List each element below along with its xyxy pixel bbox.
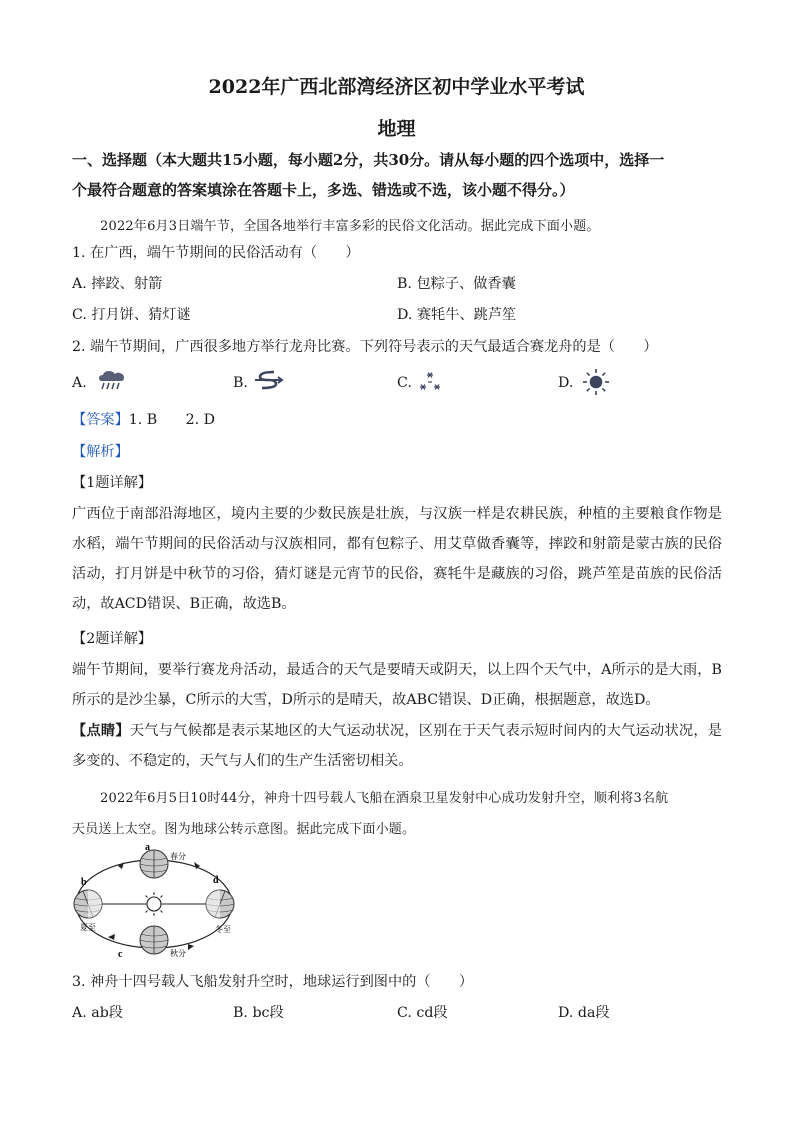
- answer-line: [72, 413, 215, 427]
- orbit-arrow-icon: [118, 862, 124, 869]
- q1-option-c: C. 打月饼、猜灯谜: [72, 307, 191, 323]
- detail1-label: 【1题详解】: [72, 475, 152, 491]
- q2-stem: 2. 端午节期间，广西很多地方举行龙舟比赛。下列符号表示的天气最适合赛龙舟的是（ ）: [72, 339, 658, 355]
- q3-option-d: D. da段: [558, 1005, 610, 1021]
- passage-1: 2022年6月3日端午节，全国各地举行丰富多彩的民俗文化活动。据此完成下面小题。: [100, 219, 600, 234]
- sunny-icon: [582, 368, 610, 400]
- q1-option-b: B. 包粽子、做香囊: [397, 276, 516, 292]
- q2-option-a: A.: [72, 375, 87, 391]
- winter-solstice-label: 冬至: [215, 925, 231, 934]
- section-header-line2: 个最符合题意的答案填涂在答题卡上，多选、错选或不选，该小题不得分。）: [72, 181, 575, 199]
- earth-globe-bottom: [140, 926, 168, 954]
- q1-stem: 1. 在广西，端午节期间的民俗活动有（ ）: [72, 245, 360, 261]
- spring-equinox-label: 春分: [170, 852, 186, 861]
- q3-option-b: B. bc段: [233, 1005, 284, 1021]
- sandstorm-icon: [254, 369, 284, 395]
- pointer-text: 天气与气候都是表示某地区的大气运动状况，区别在于天气表示短时间内的大气运动状况，是多变的、不稳定的，天气与人们的生产生活密切相关。: [72, 723, 722, 769]
- orbit-arrow-icon: [108, 934, 115, 940]
- q3-option-a: A. ab段: [72, 1005, 123, 1021]
- q3-stem: 3. 神舟十四号载人飞船发射升空时，地球运行到图中的（ ）: [72, 974, 474, 990]
- heavy-snow-icon: [418, 370, 442, 398]
- earth-globe-top: [140, 850, 168, 878]
- orbit-arrow-icon: [188, 944, 194, 950]
- point-a-label: a: [145, 842, 150, 853]
- summer-solstice-label: 夏至: [80, 923, 96, 932]
- detail2-label: 【2题详解】: [72, 631, 152, 647]
- passage-2-line1: 2022年6月5日10时44分，神舟十四号载人飞船在酒泉卫星发射中心成功发射升空，顺利将3名航: [100, 791, 669, 806]
- section-header-line1: 一、选择题（本大题共15小题，每小题2分，共30分。请从每小题的四个选项中，选择一: [72, 151, 665, 169]
- q2-option-d: D.: [558, 375, 574, 391]
- earth-globe-left: [74, 890, 102, 918]
- detail2-text: 端午节期间，要举行赛龙舟活动，最适合的天气是要晴天或阴天，以上四个天气中，A所示的是大雨，B所示的是沙尘暴，C所示的大雪，D所示的是晴天，故ABC错误、D正确，根据题意，故选D。: [72, 662, 722, 708]
- point-c-label: c: [118, 949, 123, 960]
- analysis-label: 【解析】: [72, 444, 129, 460]
- earth-globe-right: [206, 890, 234, 918]
- answer-label: 【答案】: [72, 412, 129, 428]
- answer-text: 1. B 2. D: [128, 412, 216, 428]
- autumn-equinox-label: 秋分: [170, 949, 186, 958]
- passage-2-line2: 天员送上太空。图为地球公转示意图。据此完成下面小题。: [72, 822, 416, 837]
- pointer-label: 【点睛】: [72, 723, 130, 739]
- q1-option-d: D. 赛牦牛、跳芦笙: [397, 307, 517, 323]
- point-b-label: b: [81, 877, 87, 888]
- q2-option-c: C.: [397, 375, 412, 391]
- heavy-rain-icon: [98, 369, 126, 395]
- point-d-label: d: [213, 875, 219, 886]
- pointer-block: [72, 716, 722, 776]
- q1-option-a: A. 摔跤、射箭: [72, 276, 163, 292]
- detail1-text: 广西位于南部沿海地区，境内主要的少数民族是壮族，与汉族一样是农耕民族，种植的主要粮食作物是水稻，端午节期间的民俗活动与汉族相同，都有包粽子、用艾草做香囊等，摔跤和射箭是蒙古族的民俗活动，打月饼是中秋节的习俗，猜灯谜是元宵节的民俗，赛牦牛是藏族的习俗，跳芦笙是苗族的民俗活动，故ACD错误、B正确，故选B。: [72, 506, 722, 612]
- subject-title: 地理: [377, 118, 416, 140]
- exam-title: 2022年广西北部湾经济区初中学业水平考试: [208, 76, 585, 98]
- q3-option-c: C. cd段: [397, 1005, 448, 1021]
- earth-revolution-diagram: [70, 840, 245, 962]
- q2-option-b: B.: [233, 375, 248, 391]
